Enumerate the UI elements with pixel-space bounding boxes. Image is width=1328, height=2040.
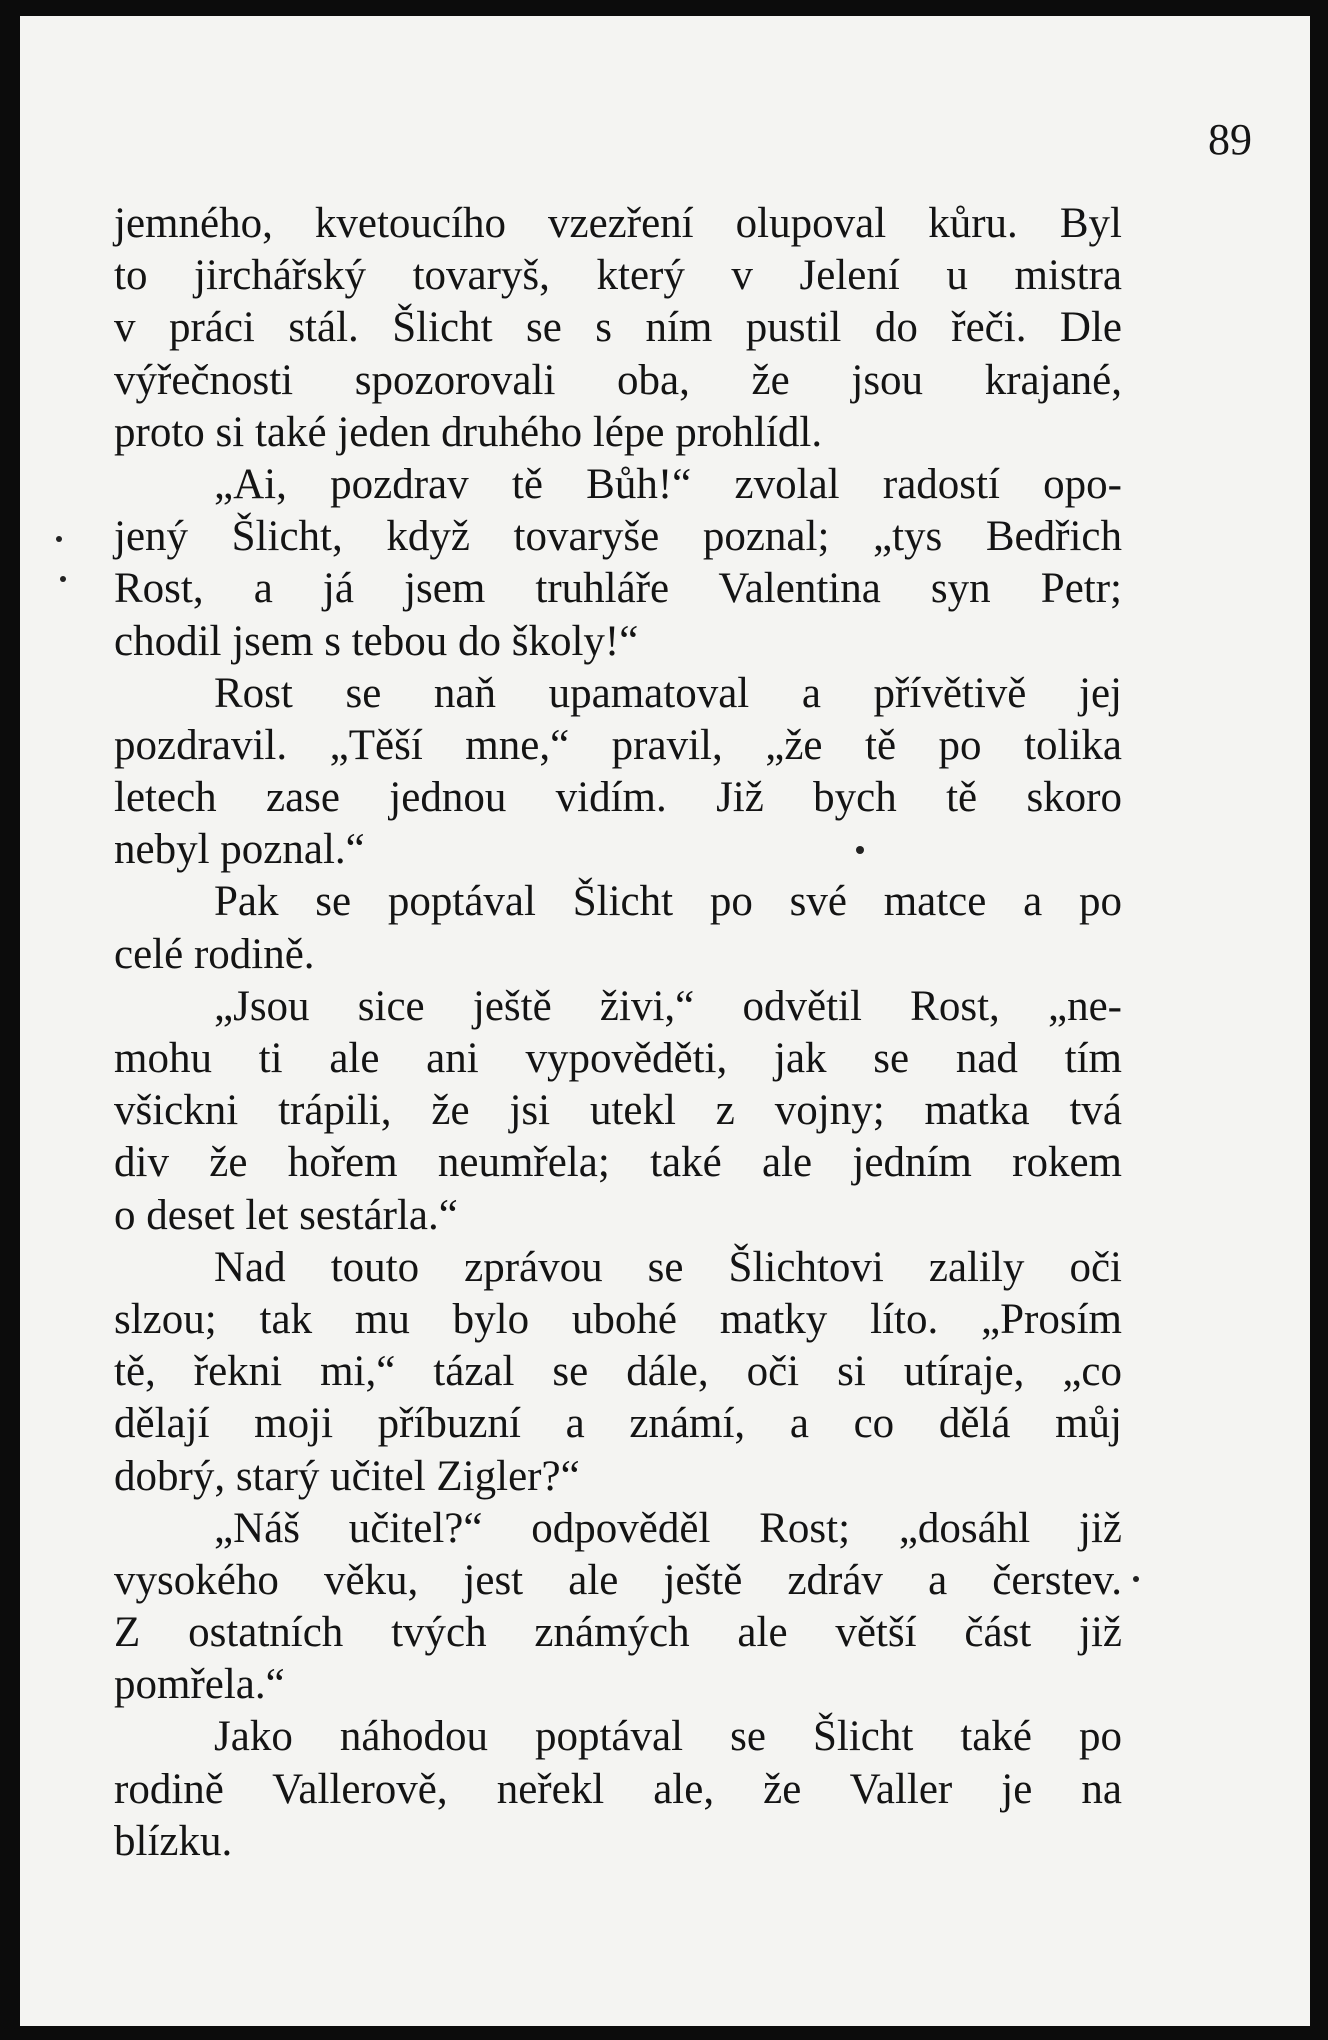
text-line: vysokého věku, jest ale ještě zdráv a čerstev. [114, 1556, 1122, 1604]
print-speck [856, 846, 864, 854]
print-speck [1133, 1576, 1139, 1582]
text-line: Nad touto zprávou se Šlichtovi zalily oči [214, 1243, 1122, 1291]
text-line: Rost, a já jsem truhláře Valentina syn Petr; [114, 565, 1122, 613]
text-line: Rost se naň upamatoval a přívětivě jej [214, 669, 1122, 717]
page-number: 89 [1208, 115, 1252, 164]
text-line: mohu ti ale ani vypověděti, jak se nad tím [114, 1035, 1122, 1082]
text-line: letech zase jednou vidím. Již bych tě skoro [114, 774, 1122, 822]
text-line: to jirchářský tovaryš, který v Jelení u mistra [114, 252, 1122, 300]
text-line: Pak se poptával Šlicht po své matce a po [214, 878, 1122, 926]
text-line: „Jsou sice ještě živi,“ odvětil Rost, „ne- [214, 982, 1122, 1030]
text-line: div že hořem neumřela; také ale jedním rokem [114, 1139, 1122, 1187]
text-line: blízku. [114, 1817, 233, 1865]
text-line: dělají moji příbuzní a známí, a co dělá můj [114, 1400, 1122, 1448]
text-line: výřečnosti spozorovali oba, že jsou krajané, [114, 356, 1122, 404]
body-text [114, 198, 1122, 1868]
text-line: jemného, kvetoucího vzezření olupoval kůru. Byl [114, 200, 1122, 247]
text-line: Jako náhodou poptával se Šlicht také po [214, 1713, 1122, 1761]
text-line: nebyl poznal.“ [114, 826, 365, 874]
book-page [20, 16, 1310, 2026]
text-line: chodil jsem s tebou do školy!“ [114, 617, 639, 665]
text-line: Z ostatních tvých známých ale větší část již [114, 1609, 1122, 1657]
print-speck [56, 536, 62, 542]
text-line: slzou; tak mu bylo ubohé matky líto. „Prosím [114, 1295, 1122, 1343]
print-speck [60, 576, 66, 582]
text-line: pomřela.“ [114, 1661, 285, 1709]
text-line: pozdravil. „Těší mne,“ pravil, „že tě po tolika [114, 721, 1122, 769]
text-line: celé rodině. [114, 930, 315, 978]
text-line: „Ai, pozdrav tě Bůh!“ zvolal radostí opo- [214, 460, 1122, 508]
text-line: proto si také jeden druhého lépe prohlídl. [114, 408, 823, 456]
text-line: jený Šlicht, když tovaryše poznal; „tys Bedřich [114, 513, 1122, 561]
text-line: dobrý, starý učitel Zigler?“ [114, 1452, 580, 1500]
text-line: „Náš učitel?“ odpověděl Rost; „dosáhl již [214, 1504, 1122, 1552]
text-line: o deset let sestárla.“ [114, 1191, 458, 1239]
text-line: všickni trápili, že jsi utekl z vojny; matka tvá [114, 1087, 1122, 1135]
text-line: v práci stál. Šlicht se s ním pustil do řeči. Dle [114, 304, 1122, 352]
text-line: rodině Vallerově, neřekl ale, že Valler je na [114, 1765, 1122, 1813]
text-line: tě, řekni mi,“ tázal se dále, oči si utíraje, „co [114, 1348, 1122, 1396]
